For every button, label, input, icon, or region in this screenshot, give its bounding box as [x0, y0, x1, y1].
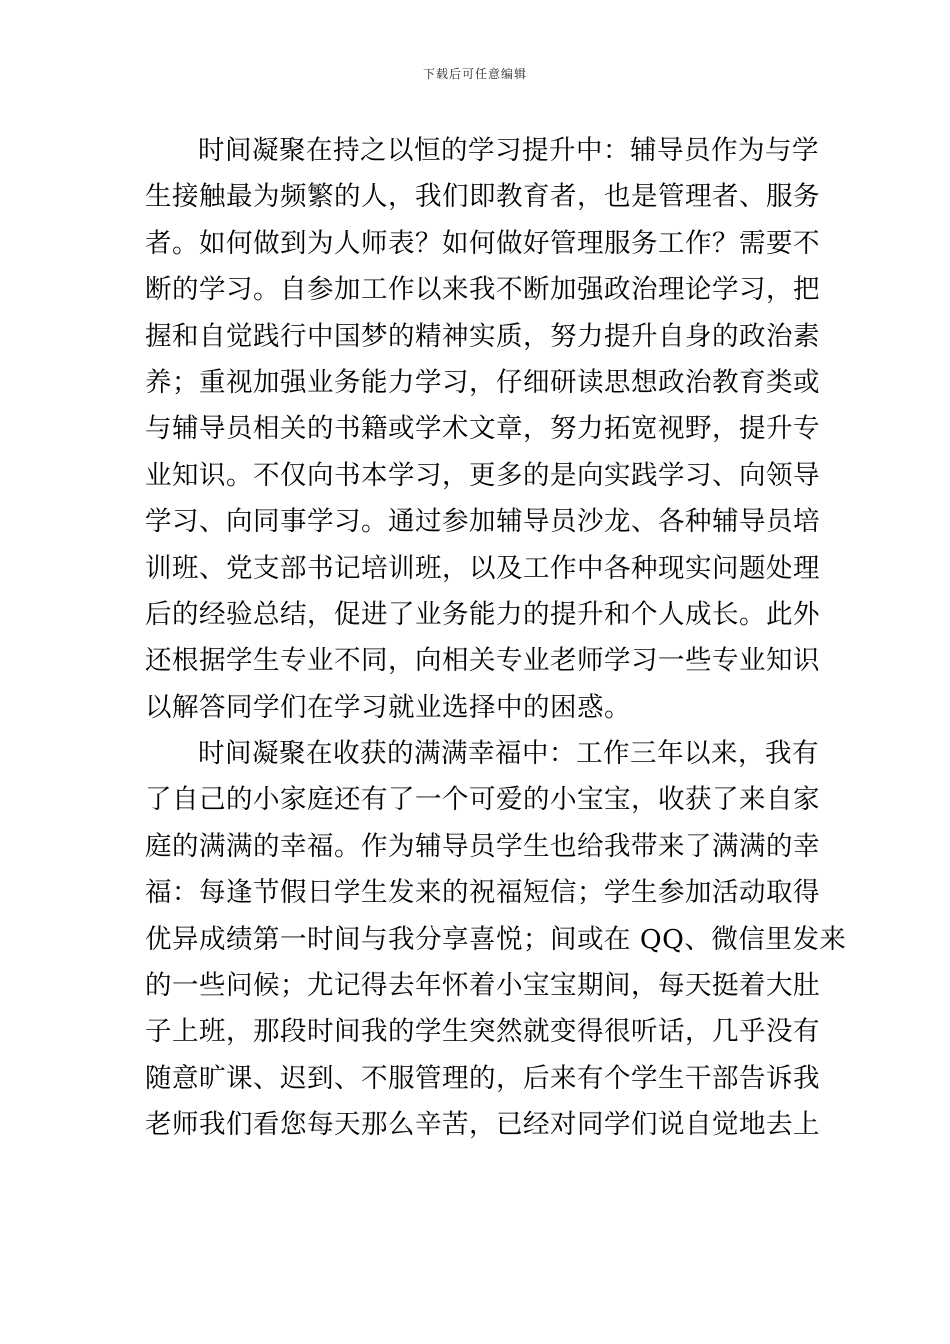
text-line: 时间凝聚在收获的满满幸福中：工作三年以来，我有 [198, 738, 819, 770]
text-line: 握和自觉践行中国梦的精神实质，努力提升自身的政治素 [145, 320, 820, 352]
text-line: 时间凝聚在持之以恒的学习提升中：辅导员作为与学 [198, 135, 819, 166]
text-line: 与辅导员相关的书籍或学术文章，努力拓宽视野，提升专 [145, 413, 820, 445]
text-line: 养；重视加强业务能力学习，仔细研读思想政治教育类或 [145, 366, 820, 398]
paragraph-2 [145, 731, 847, 1149]
text-line: 的一些问候；尤记得去年怀着小宝宝期间，每天挺着大肚 [145, 970, 820, 1002]
text-line: 庭的满满的幸福。作为辅导员学生也给我带来了满满的幸 [145, 830, 820, 862]
text-line: 了自己的小家庭还有了一个可爱的小宝宝，收获了来自家 [145, 784, 820, 816]
text-line: 以解答同学们在学习就业选择中的困惑。 [145, 691, 631, 723]
text-line: 后的经验总结，促进了业务能力的提升和个人成长。此外 [145, 598, 820, 630]
text-line: 训班、党支部书记培训班，以及工作中各种现实问题处理 [145, 552, 820, 584]
text-line: 者。如何做到为人师表？如何做好管理服务工作？需要不 [145, 227, 820, 259]
text-line: 学习、向同事学习。通过参加辅导员沙龙、各种辅导员培 [145, 506, 820, 538]
text-line: 还根据学生专业不同，向相关专业老师学习一些专业知识 [145, 645, 820, 677]
text-line: 老师我们看您每天那么辛苦，已经对同学们说自觉地去上 [145, 1109, 820, 1141]
text-line: 优异成绩第一时间与我分享喜悦；间或在 QQ、微信里发来 [145, 923, 847, 955]
paragraph-1 [145, 128, 820, 731]
text-line: 业知识。不仅向书本学习，更多的是向实践学习、向领导 [145, 459, 820, 491]
text-line: 生接触最为频繁的人，我们即教育者，也是管理者、服务 [145, 181, 820, 213]
text-line: 子上班，那段时间我的学生突然就变得很听话，几乎没有 [145, 1016, 820, 1048]
text-line: 福：每逢节假日学生发来的祝福短信；学生参加活动取得 [145, 877, 820, 909]
text-line: 断的学习。自参加工作以来我不断加强政治理论学习，把 [145, 274, 820, 306]
text-line: 随意旷课、迟到、不服管理的，后来有个学生干部告诉我 [145, 1062, 820, 1094]
document-body [145, 128, 847, 1149]
page-header: 下载后可任意编辑 [422, 67, 527, 81]
